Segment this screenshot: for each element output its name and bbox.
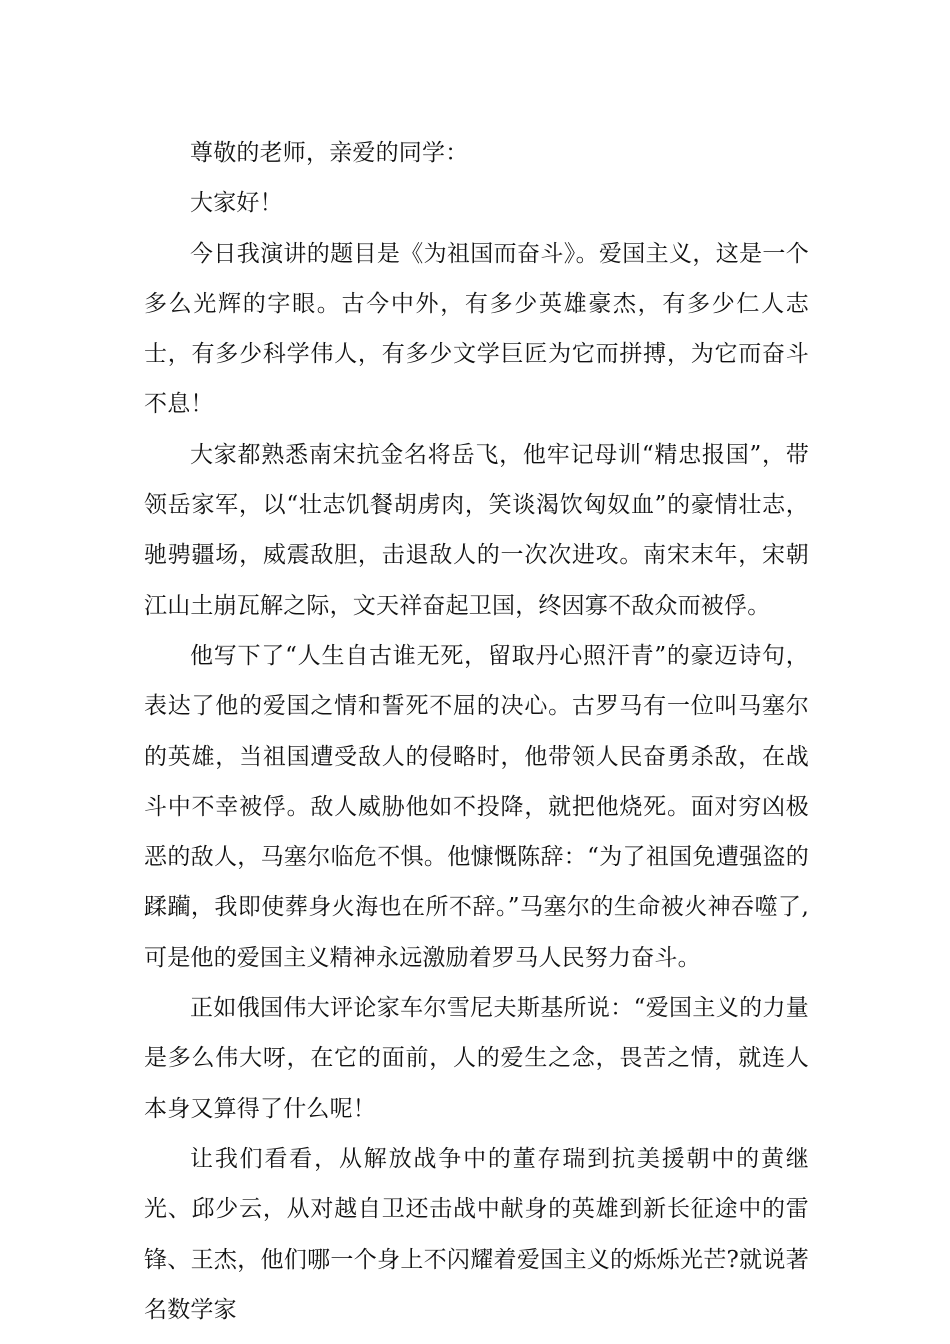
salutation: 尊敬的老师，亲爱的同学： [190,140,469,166]
greeting: 大家好！ [190,190,283,217]
paragraph-intro: 今日我演讲的题目是《为祖国而奋斗》。爱国主义，这是一个多么光辉的字眼。古今中外，有多少英雄豪杰，有多少仁人志士，有多少科学伟人，有多少文学巨匠为它而拼搏，为它而奋斗不息！ [144,240,809,418]
document-page [144,128,809,1335]
paragraph-yuefei: 大家都熟悉南宋抗金名将岳飞，他牢记母训“精忠报国”，带领岳家军，以“壮志饥餐胡虏肉，笑谈渴饮匈奴血”的豪情壮志，驰骋疆场，威震敌胆，击退敌人的一次次进攻。南宋末年，宋朝江山土崩瓦解之际，文天祥奋起卫国，终因寡不敌众而被俘。 [144,441,809,619]
paragraph-heroes: 让我们看看，从解放战争中的董存瑞到抗美援朝中的黄继光、邱少云，从对越自卫还击战中献身的英雄到新长征途中的雷锋、王杰，他们哪一个身上不闪耀着爱国主义的烁烁光芒?就说著名数学家 [144,1145,809,1323]
paragraph-marcel: 他写下了“人生自古谁无死，留取丹心照汗青”的豪迈诗句，表达了他的爱国之情和誓死不屈的决心。古罗马有一位叫马塞尔的英雄，当祖国遭受敌人的侵略时，他带领人民奋勇杀敌，在战斗中不幸被俘。敌人威胁他如不投降，就把他烧死。面对穷凶极恶的敌人，马塞尔临危不惧。他慷慨陈辞：“为了祖国免遭强盗的蹂躏，我即使葬身火海也在所不辞。”马塞尔的生命被火神吞噬了,可是他的爱国主义精神永远激励着罗马人民努力奋斗。 [144,642,809,971]
paragraph-quote: 正如俄国伟大评论家车尔雪尼夫斯基所说：“爱国主义的力量是多么伟大呀，在它的面前，人的爱生之念，畏苦之情，就连人本身又算得了什么呢！ [144,995,809,1122]
